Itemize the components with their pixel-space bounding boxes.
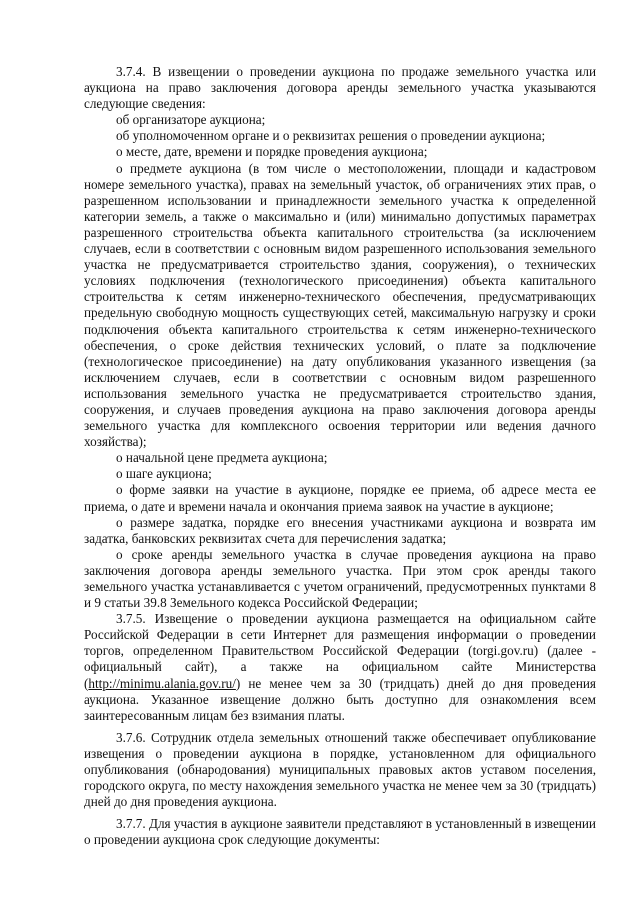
list-item-auction-subject: о предмете аукциона (в том числе о местоположении, площади и кадастровом номере земельного участка), правах на земельный участок, об ограничениях этих прав, о разрешенном использовании и принадлежности земельного участка к определенной категории земель, а также о максимально и (или) минимально допустимых параметрах разрешенного строительства объекта капитального строительства (за исключением случаев, если в соответствии с основным видом разрешенного использования земельного участка не предусматривается строительство здания, сооружения), о технических условиях подключения (технологического присоединения) объекта капитального строительства к сетям инженерно-технического обеспечения, предусматривающих предельную свободную мощность существующих сетей, максимальную нагрузку и сроки подключения объекта капитального строительства к сетям инженерно-технического обеспечения, о сроке действия технических условий, о плате за подключение (технологическое присоединение) на дату опубликования указанного извещения (за исключением случаев, если в соответствии с основным видом разрешенного использования земельного участка не предусматривается строительство здания, сооружения, и случаев проведения аукциона на право заключения договора аренды земельного участка для комплексного освоения территории или ведения дачного хозяйства); bbox=[84, 160, 596, 450]
paragraph-3-7-7: 3.7.7. Для участия в аукционе заявители представляют в установленный в извещении о проведении аукциона срок следующие документы: bbox=[84, 816, 596, 848]
paragraph-3-7-5-text-end: ) не менее чем за 30 (тридцать) дней до дня проведения аукциона. Указанное извещение должно быть доступно для ознакомления всем заинтересованным лицам без взимания платы. bbox=[84, 675, 596, 723]
list-item-lease-term: о сроке аренды земельного участка в случае проведения аукциона на право заключения договора аренды земельного участка. При этом срок аренды такого земельного участка устанавливается с учетом ограничений, предусмотренных пунктами 8 и 9 статьи 39.8 Земельного кодекса Российской Федерации; bbox=[84, 546, 596, 611]
list-item-application-form: о форме заявки на участие в аукционе, порядке ее приема, об адресе места ее приема, о дате и времени начала и окончания приема заявок на участие в аукционе; bbox=[84, 482, 596, 514]
paragraph-3-7-5 bbox=[84, 611, 596, 724]
list-item-place-date-time: о месте, дате, времени и порядке проведения аукциона; bbox=[116, 144, 428, 160]
paragraph-3-7-5-text-start: 3.7.5. Извещение о проведении аукциона размещается на официальном сайте Российской Федерации в сети Интернет для размещения информации о проведении торгов, определенном Правительством Российской Федерации (torgi.gov.ru) (далее - официальный сайт), а также на официальном сайте Министерства ( bbox=[84, 611, 596, 691]
ministry-website-link[interactable]: http://minimu.alania.gov.ru/ bbox=[88, 675, 236, 691]
document-page bbox=[84, 64, 596, 849]
list-item-auction-step: о шаге аукциона; bbox=[116, 466, 212, 482]
list-item-deposit: о размере задатка, порядке его внесения участниками аукциона и возврата им задатка, банковских реквизитах счета для перечисления задатка; bbox=[84, 514, 596, 546]
paragraph-3-7-6: 3.7.6. Сотрудник отдела земельных отношений также обеспечивает опубликование извещения о проведении аукциона в порядке, установленном для официального опубликования (обнародования) муниципальных правовых актов уставом поселения, городского округа, по месту нахождения земельного участка не менее чем за 30 (тридцать) дней до дня проведения аукциона. bbox=[84, 729, 596, 810]
list-item-initial-price: о начальной цене предмета аукциона; bbox=[116, 450, 328, 466]
list-item-organizer: об организаторе аукциона; bbox=[116, 112, 266, 128]
paragraph-3-7-4: 3.7.4. В извещении о проведении аукциона по продаже земельного участка или аукциона на право заключения договора аренды земельного участка указываются следующие сведения: bbox=[84, 64, 596, 112]
list-item-authorized-body: об уполномоченном органе и о реквизитах решения о проведении аукциона; bbox=[116, 128, 546, 144]
